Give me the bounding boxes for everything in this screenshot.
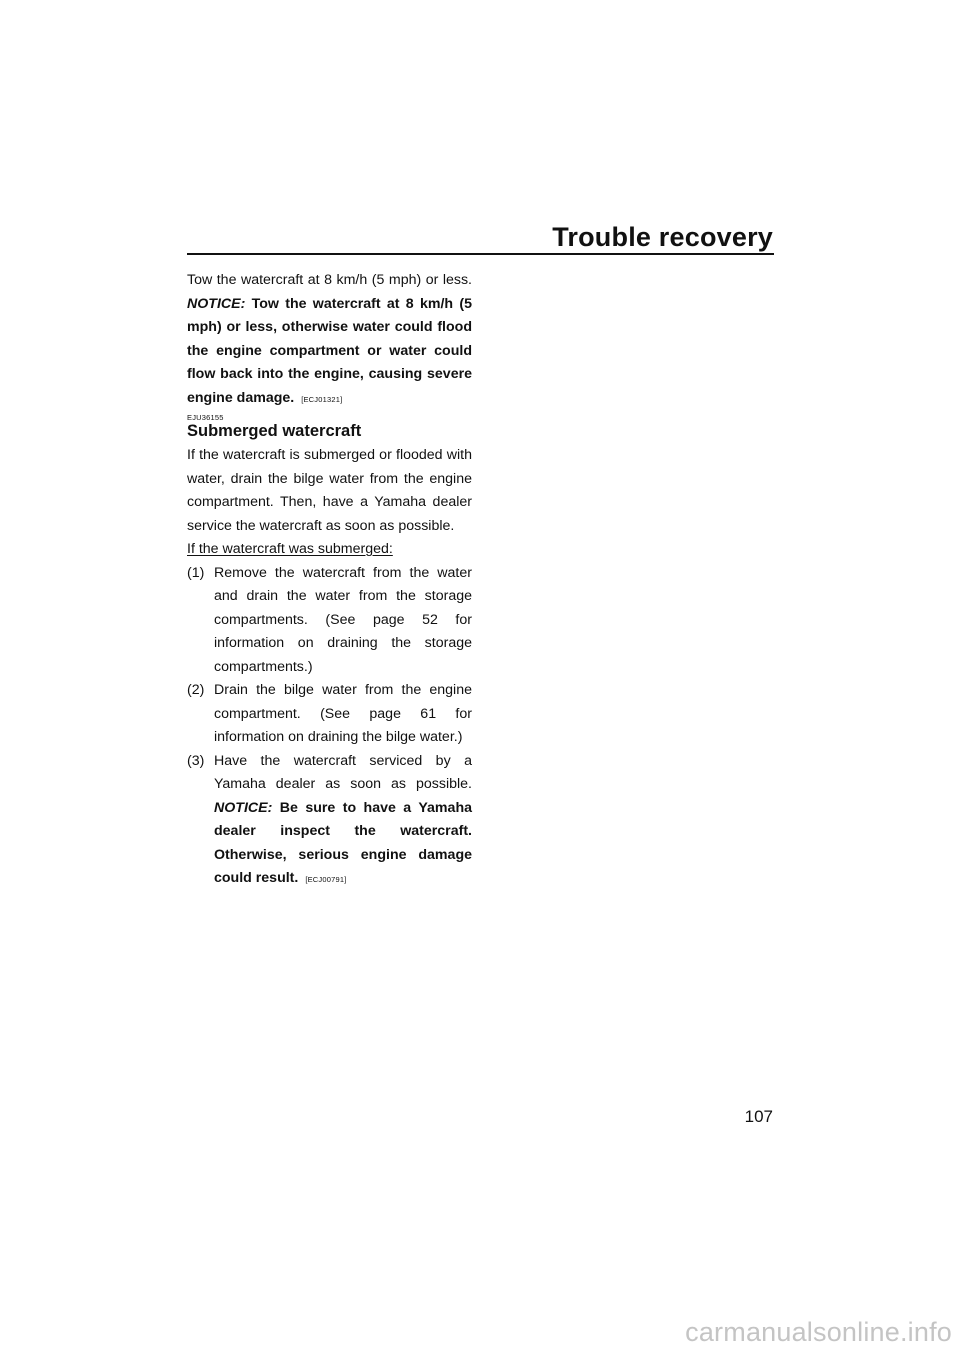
section-paragraph: If the watercraft is submerged or flooded with water, drain the bilge water from the engine compartment. Then, have a Yamaha dealer service the watercraft as soon as possible.	[187, 447, 472, 534]
step-notice-text: Be sure to have a Yamaha dealer inspect the watercraft. Otherwise, serious engine damage could result.	[214, 799, 472, 886]
steps-list	[187, 562, 472, 892]
section-heading: Submerged watercraft	[187, 422, 362, 440]
list-item	[187, 562, 472, 680]
step-number: (2)	[187, 682, 205, 698]
content-column	[187, 269, 472, 892]
intro-text: Tow the watercraft at 8 km/h (5 mph) or less.	[187, 272, 472, 288]
header-rule	[187, 253, 774, 255]
step-text: Remove the watercraft from the water and drain the water from the storage compartments. (See page 52 for information on draining the storage compartments.)	[214, 564, 472, 675]
step-notice-label: NOTICE:	[214, 799, 273, 816]
step-notice-code: [ECJ00791]	[305, 875, 347, 884]
list-item	[187, 679, 472, 750]
step-number: (1)	[187, 564, 205, 581]
intro-paragraph	[187, 269, 472, 411]
page-number: 107	[744, 1107, 773, 1126]
page-title: Trouble recovery	[552, 222, 773, 252]
section-code: EJU36155	[187, 413, 224, 422]
step-text: Drain the bilge water from the engine compartment. (See page 61 for information on draining the bilge water.)	[214, 682, 472, 745]
condition-heading: If the watercraft was submerged:	[187, 541, 393, 557]
step-number: (3)	[187, 752, 205, 769]
watermark: carmanualsonline.info	[685, 1317, 952, 1347]
step-text: Have the watercraft serviced by a Yamaha dealer as soon as possible.	[214, 752, 472, 792]
list-item	[187, 750, 472, 892]
intro-notice-label: NOTICE:	[187, 295, 246, 312]
intro-notice-code: [ECJ01321]	[301, 394, 343, 404]
intro-notice-text: Tow the watercraft at 8 km/h (5 mph) or less, otherwise water could flood the engine compartment or water could flow back into the engine, causing severe engine damage.	[187, 295, 472, 406]
